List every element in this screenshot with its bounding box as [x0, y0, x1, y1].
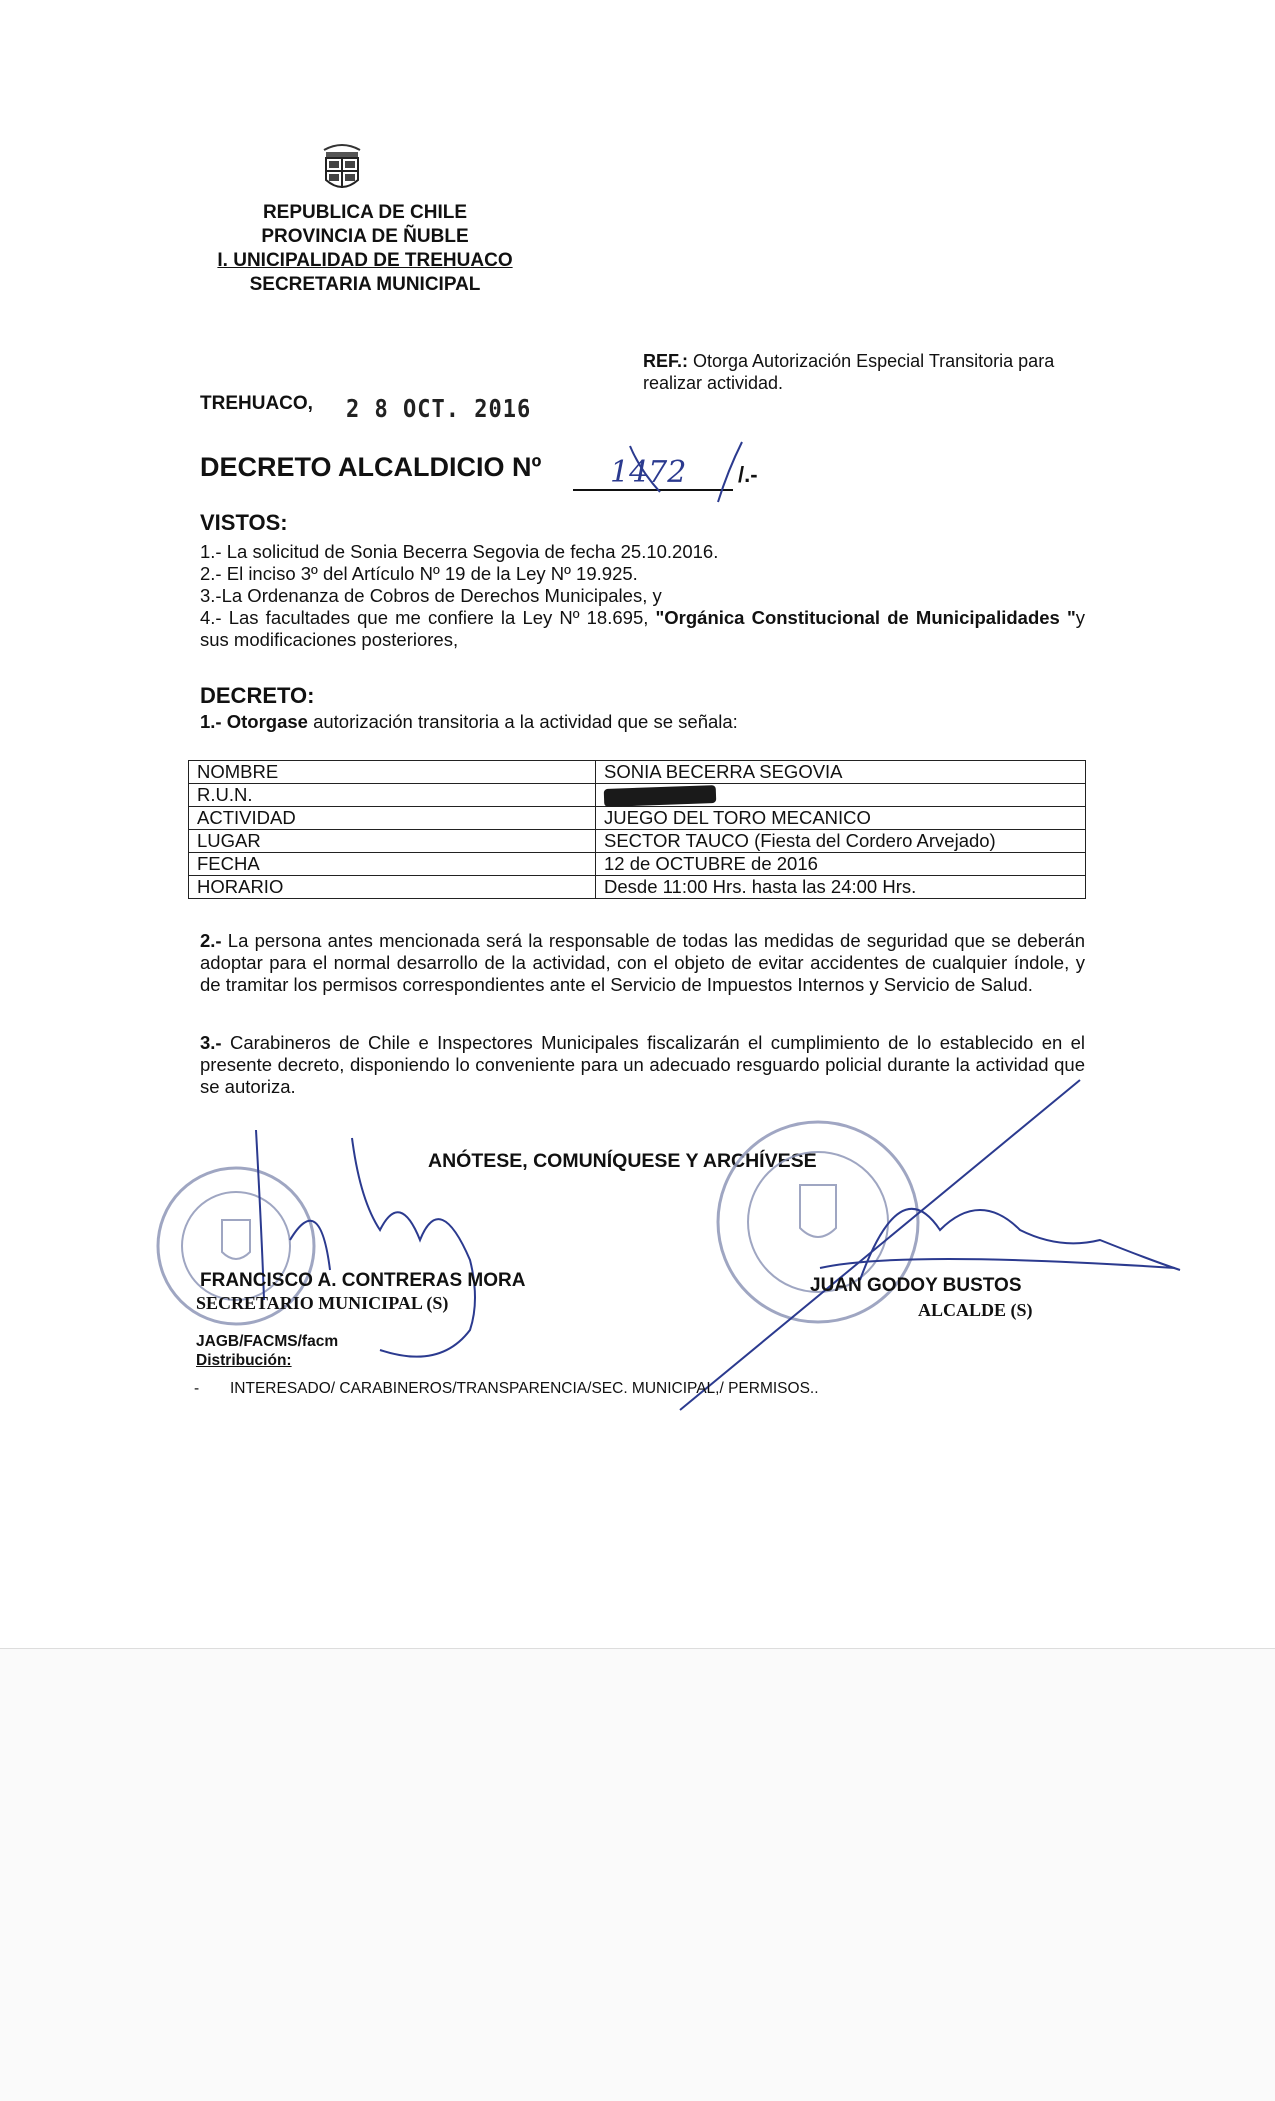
vistos-item-4-law: "Orgánica Constitucional de Municipalidades "	[655, 607, 1076, 628]
table-key: FECHA	[189, 853, 596, 876]
table-key: LUGAR	[189, 830, 596, 853]
reference-block	[643, 350, 1103, 394]
municipal-crest-icon	[318, 140, 366, 196]
decreto-item-1-num: 1.-	[200, 711, 222, 732]
decreto-item-1	[200, 711, 1085, 733]
vistos-item-3: 3.-La Ordenanza de Cobros de Derechos Municipales, y	[200, 585, 662, 606]
decreto-item-3	[200, 1032, 1085, 1098]
vistos-item-4-prefix: 4.- Las facultades que me confiere la Ley Nº 18.695,	[200, 607, 656, 628]
table-value: JUEGO DEL TORO MECANICO	[596, 807, 1086, 830]
header-municipality: I. UNICIPALIDAD DE TREHUACO	[217, 250, 513, 271]
decree-number-text: 1472	[610, 455, 687, 490]
decreto-item-1-text: autorización transitoria a la actividad que se señala:	[313, 711, 738, 732]
place-label: TREHUACO,	[200, 393, 313, 414]
blank-area-below-page	[0, 1648, 1275, 2101]
decreto-item-2	[200, 930, 1085, 996]
distribution-bullet: -	[194, 1380, 200, 1397]
table-row	[189, 807, 1086, 830]
decreto-title: DECRETO:	[200, 683, 315, 708]
table-value: 12 de OCTUBRE de 2016	[596, 853, 1086, 876]
distribution-list: INTERESADO/ CARABINEROS/TRANSPARENCIA/SEC. MUNICIPAL,/ PERMISOS..	[230, 1380, 819, 1397]
table-row	[189, 761, 1086, 784]
table-key: R.U.N.	[189, 784, 596, 807]
table-row	[189, 784, 1086, 807]
ref-label: REF.:	[643, 351, 688, 371]
left-signatory-name: FRANCISCO A. CONTRERAS MORA	[200, 1270, 526, 1291]
vistos-item-2: 2.- El inciso 3º del Artículo Nº 19 de la Ley Nº 19.925.	[200, 563, 638, 584]
left-signatory-role: SECRETARIO MUNICIPAL (S)	[196, 1293, 449, 1313]
header-secretaria: SECRETARIA MUNICIPAL	[249, 274, 481, 295]
distribution-label: Distribución:	[196, 1352, 292, 1369]
decreto-item-3-text: Carabineros de Chile e Inspectores Municipales fiscalizarán el cumplimiento de lo establecido en el presente decreto, disponiendo lo conveniente para un adecuado resguardo policial durante la actividad que se autoriza.	[200, 1032, 1086, 1097]
right-signatory-role: ALCALDE (S)	[918, 1300, 1033, 1320]
date-stamp: 2 8 OCT. 2016	[346, 395, 532, 424]
ref-text: Otorga Autorización Especial Transitoria para realizar actividad.	[643, 351, 1055, 393]
header-republic: REPUBLICA DE CHILE	[262, 202, 468, 223]
table-row	[189, 853, 1086, 876]
decree-suffix: /.-	[738, 462, 758, 487]
table-value: SECTOR TAUCO (Fiesta del Cordero Arvejado)	[596, 830, 1086, 853]
decreto-item-2-text: La persona antes mencionada será la responsable de todas las medidas de seguridad que se deberán adoptar para el normal desarrollo de la actividad, con el objeto de evitar accidentes de cualquier índole, y de tramitar los permisos correspondientes ante el Servicio de Impuestos Internos y Servicio de Salud.	[200, 930, 1085, 995]
redaction-mark	[604, 785, 717, 807]
initials: JAGB/FACMS/facm	[196, 1333, 339, 1350]
table-row	[189, 830, 1086, 853]
table-value: Desde 11:00 Hrs. hasta las 24:00 Hrs.	[596, 876, 1086, 899]
decreto-item-3-num: 3.-	[200, 1032, 222, 1053]
table-row	[189, 876, 1086, 899]
decree-title: DECRETO ALCALDICIO Nº	[200, 452, 542, 482]
vistos-item-4	[200, 607, 1085, 651]
right-signature-icon	[680, 1080, 1180, 1410]
vistos-item-1: 1.- La solicitud de Sonia Becerra Segovia de fecha 25.10.2016.	[200, 541, 719, 562]
table-value: SONIA BECERRA SEGOVIA	[596, 761, 1086, 784]
table-key: HORARIO	[189, 876, 596, 899]
decreto-item-2-num: 2.-	[200, 930, 222, 951]
decreto-item-1-verb: Otorgase	[226, 711, 308, 732]
vistos-item-4-suffix: y sus modificaciones posteriores,	[200, 607, 1085, 650]
right-signatory-name: JUAN GODOY BUSTOS	[810, 1275, 1022, 1296]
activity-table	[188, 760, 1086, 899]
table-value-redacted	[596, 784, 1086, 807]
closing-formula: ANÓTESE, COMUNÍQUESE Y ARCHÍVESE	[428, 1150, 817, 1172]
table-key: NOMBRE	[189, 761, 596, 784]
header-province: PROVINCIA DE ÑUBLE	[261, 226, 469, 247]
table-key: ACTIVIDAD	[189, 807, 596, 830]
vistos-title: VISTOS:	[200, 510, 288, 535]
